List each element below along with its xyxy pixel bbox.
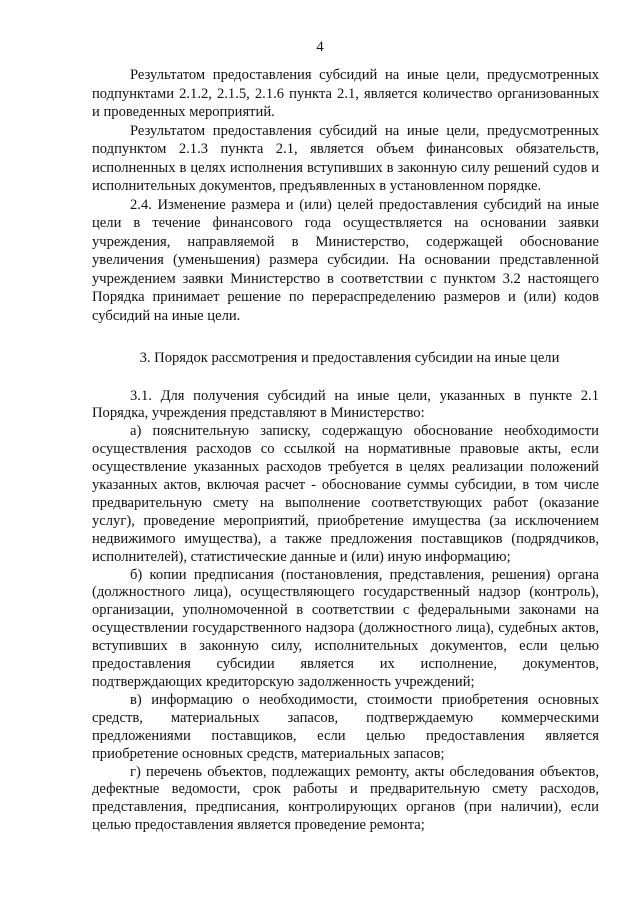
paragraph-result-obligations: Результатом предоставления субсидий на иные цели, предусмотренных подпунктом 2.1.3 пункта 2.1, является объем финансовых обязательств, исполненных в целях исполнения вступивших в законную силу решений судов и исполнительных документов, предъявленных в установленном порядке. bbox=[92, 122, 599, 194]
list-item-g: г) перечень объектов, подлежащих ремонту, акты обследования объектов, дефектные ведомости, срок работы и предварительную смету расходов, представления, предписания, контролирующих органов (при наличии), если целью предоставления является проведение ремонта; bbox=[92, 763, 599, 834]
list-item-a: а) пояснительную записку, содержащую обоснование необходимости осуществления расходов со ссылкой на нормативные правовые акты, если осуществление указанных расходов требуется в целях реализации положений указанных актов, включая расчет - обоснование суммы субсидии, в том числе предварительную смету на выполнение соответствующих работ (оказание услуг), проведение мероприятий, приобретение имущества (за исключением недвижимого имущества), а также предложения поставщиков (подрядчиков, исполнителей), статистические данные и (или) иную информацию; bbox=[92, 423, 599, 565]
list-item-v: в) информацию о необходимости, стоимости приобретения основных средств, материальных запасов, подтверждаемую коммерческими предложениями поставщиков, если целью предоставления является приобретение основных средств, материальных запасов; bbox=[92, 691, 599, 762]
section-heading: 3. Порядок рассмотрения и предоставления субсидии на иные цели bbox=[139, 350, 560, 366]
paragraph-3-1: 3.1. Для получения субсидий на иные цели, указанных в пункте 2.1 Порядка, учреждения представляют в Министерство: bbox=[92, 387, 599, 422]
paragraph-2-4: 2.4. Изменение размера и (или) целей предоставления субсидий на иные цели в течение финансового года осуществляется на основании заявки учреждения, направляемой в Министерство, содержащей обоснование увеличения (уменьшения) размера субсидии. На основании представленной учреждением заявки Министерство в соответствии с пунктом 3.2 настоящего Порядка принимает решение по перераспределению размеров и (или) кодов субсидий на иные цели. bbox=[92, 196, 599, 324]
page-number: 4 bbox=[316, 39, 324, 55]
list-item-b: б) копии предписания (постановления, представления, решения) органа (должностного лица), осуществляющего государственный надзор (контроль), организации, уполномоченной в соответствии с федеральными законами на осуществлении государственного надзора (должностного лица), судебных актов, вступивших в законную силу, исполнительных документов, если целью предоставления субсидии является их исполнение, документов, подтверждающих кредиторскую задолженность учреждений; bbox=[92, 566, 599, 690]
document-body bbox=[92, 66, 599, 835]
paragraph-result-events: Результатом предоставления субсидий на иные цели, предусмотренных подпунктами 2.1.2, 2.1.5, 2.1.6 пункта 2.1, является количество организованных и проведенных мероприятий. bbox=[92, 67, 599, 120]
